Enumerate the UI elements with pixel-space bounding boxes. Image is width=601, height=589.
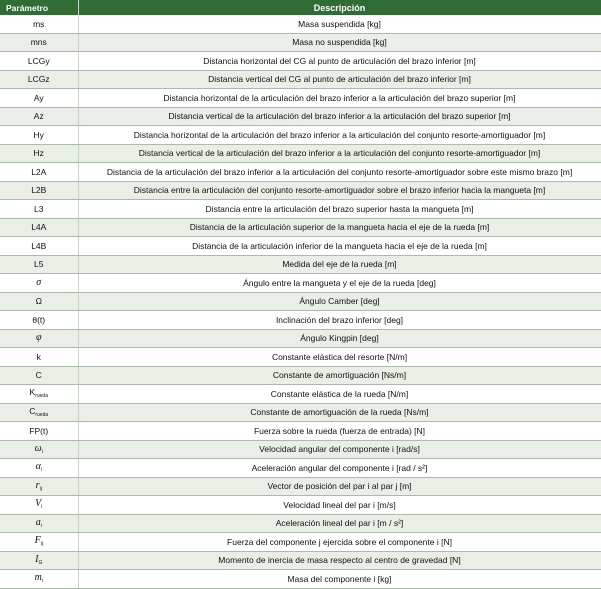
param-symbol: α [35,461,41,473]
param-cell [0,107,78,126]
table-header-row [0,0,601,15]
table-row [0,274,601,293]
table-row [0,237,601,256]
param-subscript: i [41,578,43,585]
param-cell [0,33,78,52]
param-subscript: rueda [35,411,49,418]
description-cell: Aceleración lineal del par i [m / s²] [78,514,601,533]
header-parametro: Parámetro [0,0,78,15]
param-symbol: L3 [34,203,44,214]
param-cell [0,348,78,367]
param-subscript: i [40,522,42,529]
description-cell: Masa del componente i [kg] [78,570,601,589]
table-row [0,52,601,71]
param-cell [0,366,78,385]
description-cell: Ángulo Camber [deg] [78,292,601,311]
table-row [0,218,601,237]
param-symbol: k [36,351,41,362]
param-symbol: σ [36,276,42,288]
table-row [0,551,601,570]
param-cell [0,496,78,515]
description-cell: Masa no suspendida [kg] [78,33,601,52]
table-row [0,200,601,219]
table-row [0,329,601,348]
param-subscript: ij [39,485,42,492]
param-symbol: L2A [31,166,47,177]
table-row [0,181,601,200]
description-cell: Distancia vertical de la articulación del brazo inferior a la articulación del conjunto resorte-amortiguador [m] [78,144,601,163]
description-cell: Distancia horizontal de la articulación del brazo inferior a la articulación del brazo superior [m] [78,89,601,108]
param-symbol: mns [30,37,47,47]
param-cell [0,163,78,182]
description-cell: Ángulo entre la mangueta y el eje de la rueda [deg] [78,274,601,293]
param-symbol: C [29,405,36,416]
param-cell [0,533,78,552]
description-cell: Vector de posición del par i al par j [m] [78,477,601,496]
table-row [0,496,601,515]
description-cell: Distancia entre la articulación del conjunto resorte-amortiguador sobre el brazo inferior hacia la mangueta [m] [78,181,601,200]
description-cell: Constante de amortiguación [Ns/m] [78,366,601,385]
param-symbol: Ay [33,92,44,103]
description-cell: Constante elástica de la rueda [N/m] [78,385,601,404]
param-subscript: G [38,559,43,566]
description-cell: Aceleración angular del componente i [rad / s²] [78,459,601,478]
param-cell [0,144,78,163]
description-cell: Distancia vertical de la articulación del brazo inferior a la articulación del brazo superior [m] [78,107,601,126]
table-row [0,570,601,589]
param-cell [0,15,78,33]
table-row [0,459,601,478]
header-descripcion: Descripción [78,0,601,15]
description-cell: Velocidad angular del componente i [rad/s] [78,440,601,459]
param-cell [0,403,78,422]
param-cell [0,255,78,274]
description-cell: Ángulo Kingpin [deg] [78,329,601,348]
param-subscript: i [40,467,42,474]
param-subscript: rueda [35,393,48,400]
param-symbol: θ(t) [32,314,46,325]
description-cell: Masa suspendida [kg] [78,15,601,33]
param-symbol: C [35,370,42,380]
param-cell [0,422,78,441]
param-symbol: Hz [33,148,44,158]
table-row [0,440,601,459]
description-cell: Constante elástica del resorte [N/m] [78,348,601,367]
param-cell [0,292,78,311]
param-symbol: LCGz [27,74,50,84]
param-symbol: L2B [31,185,47,195]
table-row [0,422,601,441]
param-symbol: F [34,535,41,547]
param-subscript: i [41,504,43,511]
description-cell: Distancia horizontal de la articulación del brazo inferior a la articulación del conjunto resorte-amortiguador [m] [78,126,601,145]
param-symbol: Hy [33,129,44,140]
param-cell [0,311,78,330]
description-cell: Inclinación del brazo inferior [deg] [78,311,601,330]
param-cell [0,570,78,589]
description-cell: Distancia de la articulación del brazo inferior a la articulación del conjunto resorte-amortiguador sobre este mismo brazo [m] [78,163,601,182]
param-cell [0,237,78,256]
param-cell [0,70,78,89]
description-cell: Distancia de la articulación superior de la mangueta hacia el eje de la rueda [m] [78,218,601,237]
table-row [0,533,601,552]
param-cell [0,514,78,533]
table-row [0,70,601,89]
description-cell: Distancia de la articulación inferior de la mangueta hacia el eje de la rueda [m] [78,237,601,256]
description-cell: Distancia vertical del CG al punto de articulación del brazo inferior [m] [78,70,601,89]
table-row [0,348,601,367]
table-row [0,33,601,52]
param-symbol: L4B [31,240,47,251]
param-symbol: FP(t) [29,425,49,436]
table-row [0,311,601,330]
param-symbol: L5 [34,259,44,269]
table-row [0,385,601,404]
param-cell [0,459,78,478]
table-row [0,514,601,533]
table-row [0,144,601,163]
param-cell [0,218,78,237]
param-symbol: K [29,387,36,398]
param-cell [0,385,78,404]
param-cell [0,477,78,496]
param-symbol: LCGy [27,55,50,66]
param-cell [0,200,78,219]
table-row [0,15,601,33]
param-symbol: φ [35,332,42,344]
param-cell [0,329,78,348]
description-cell: Constante de amortiguación de la rueda [Ns/m] [78,403,601,422]
param-symbol: ms [33,18,45,29]
param-symbol: V [35,498,42,510]
param-symbol: Ω [35,296,42,306]
table-row [0,366,601,385]
param-cell [0,89,78,108]
param-cell [0,181,78,200]
description-cell: Medida del eje de la rueda [m] [78,255,601,274]
param-subscript: i [41,448,43,455]
description-cell: Distancia horizontal del CG al punto de articulación del brazo inferior [m] [78,52,601,71]
param-symbol: r [35,479,40,491]
param-symbol: m [34,572,42,584]
param-cell [0,52,78,71]
description-cell: Momento de inercia de masa respecto al centro de gravedad [N] [78,551,601,570]
param-cell [0,440,78,459]
param-symbol: a [35,516,41,528]
table-row [0,477,601,496]
table-row [0,292,601,311]
description-cell: Velocidad lineal del par i [m/s] [78,496,601,515]
param-subscript: ij [40,541,43,548]
description-cell: Distancia entre la articulación del brazo superior hasta la mangueta [m] [78,200,601,219]
table-row [0,126,601,145]
table-row [0,163,601,182]
param-cell [0,274,78,293]
table-row [0,89,601,108]
description-cell: Fuerza sobre la rueda (fuerza de entrada) [N] [78,422,601,441]
param-symbol: L4A [31,222,47,232]
table-row [0,403,601,422]
table-row [0,107,601,126]
description-cell: Fuerza del componente j ejercida sobre el componente i [N] [78,533,601,552]
param-cell [0,551,78,570]
param-symbol: Az [33,111,44,121]
table-row [0,255,601,274]
param-symbol: ω [34,442,42,454]
param-symbol: I [35,553,39,565]
param-cell [0,126,78,145]
